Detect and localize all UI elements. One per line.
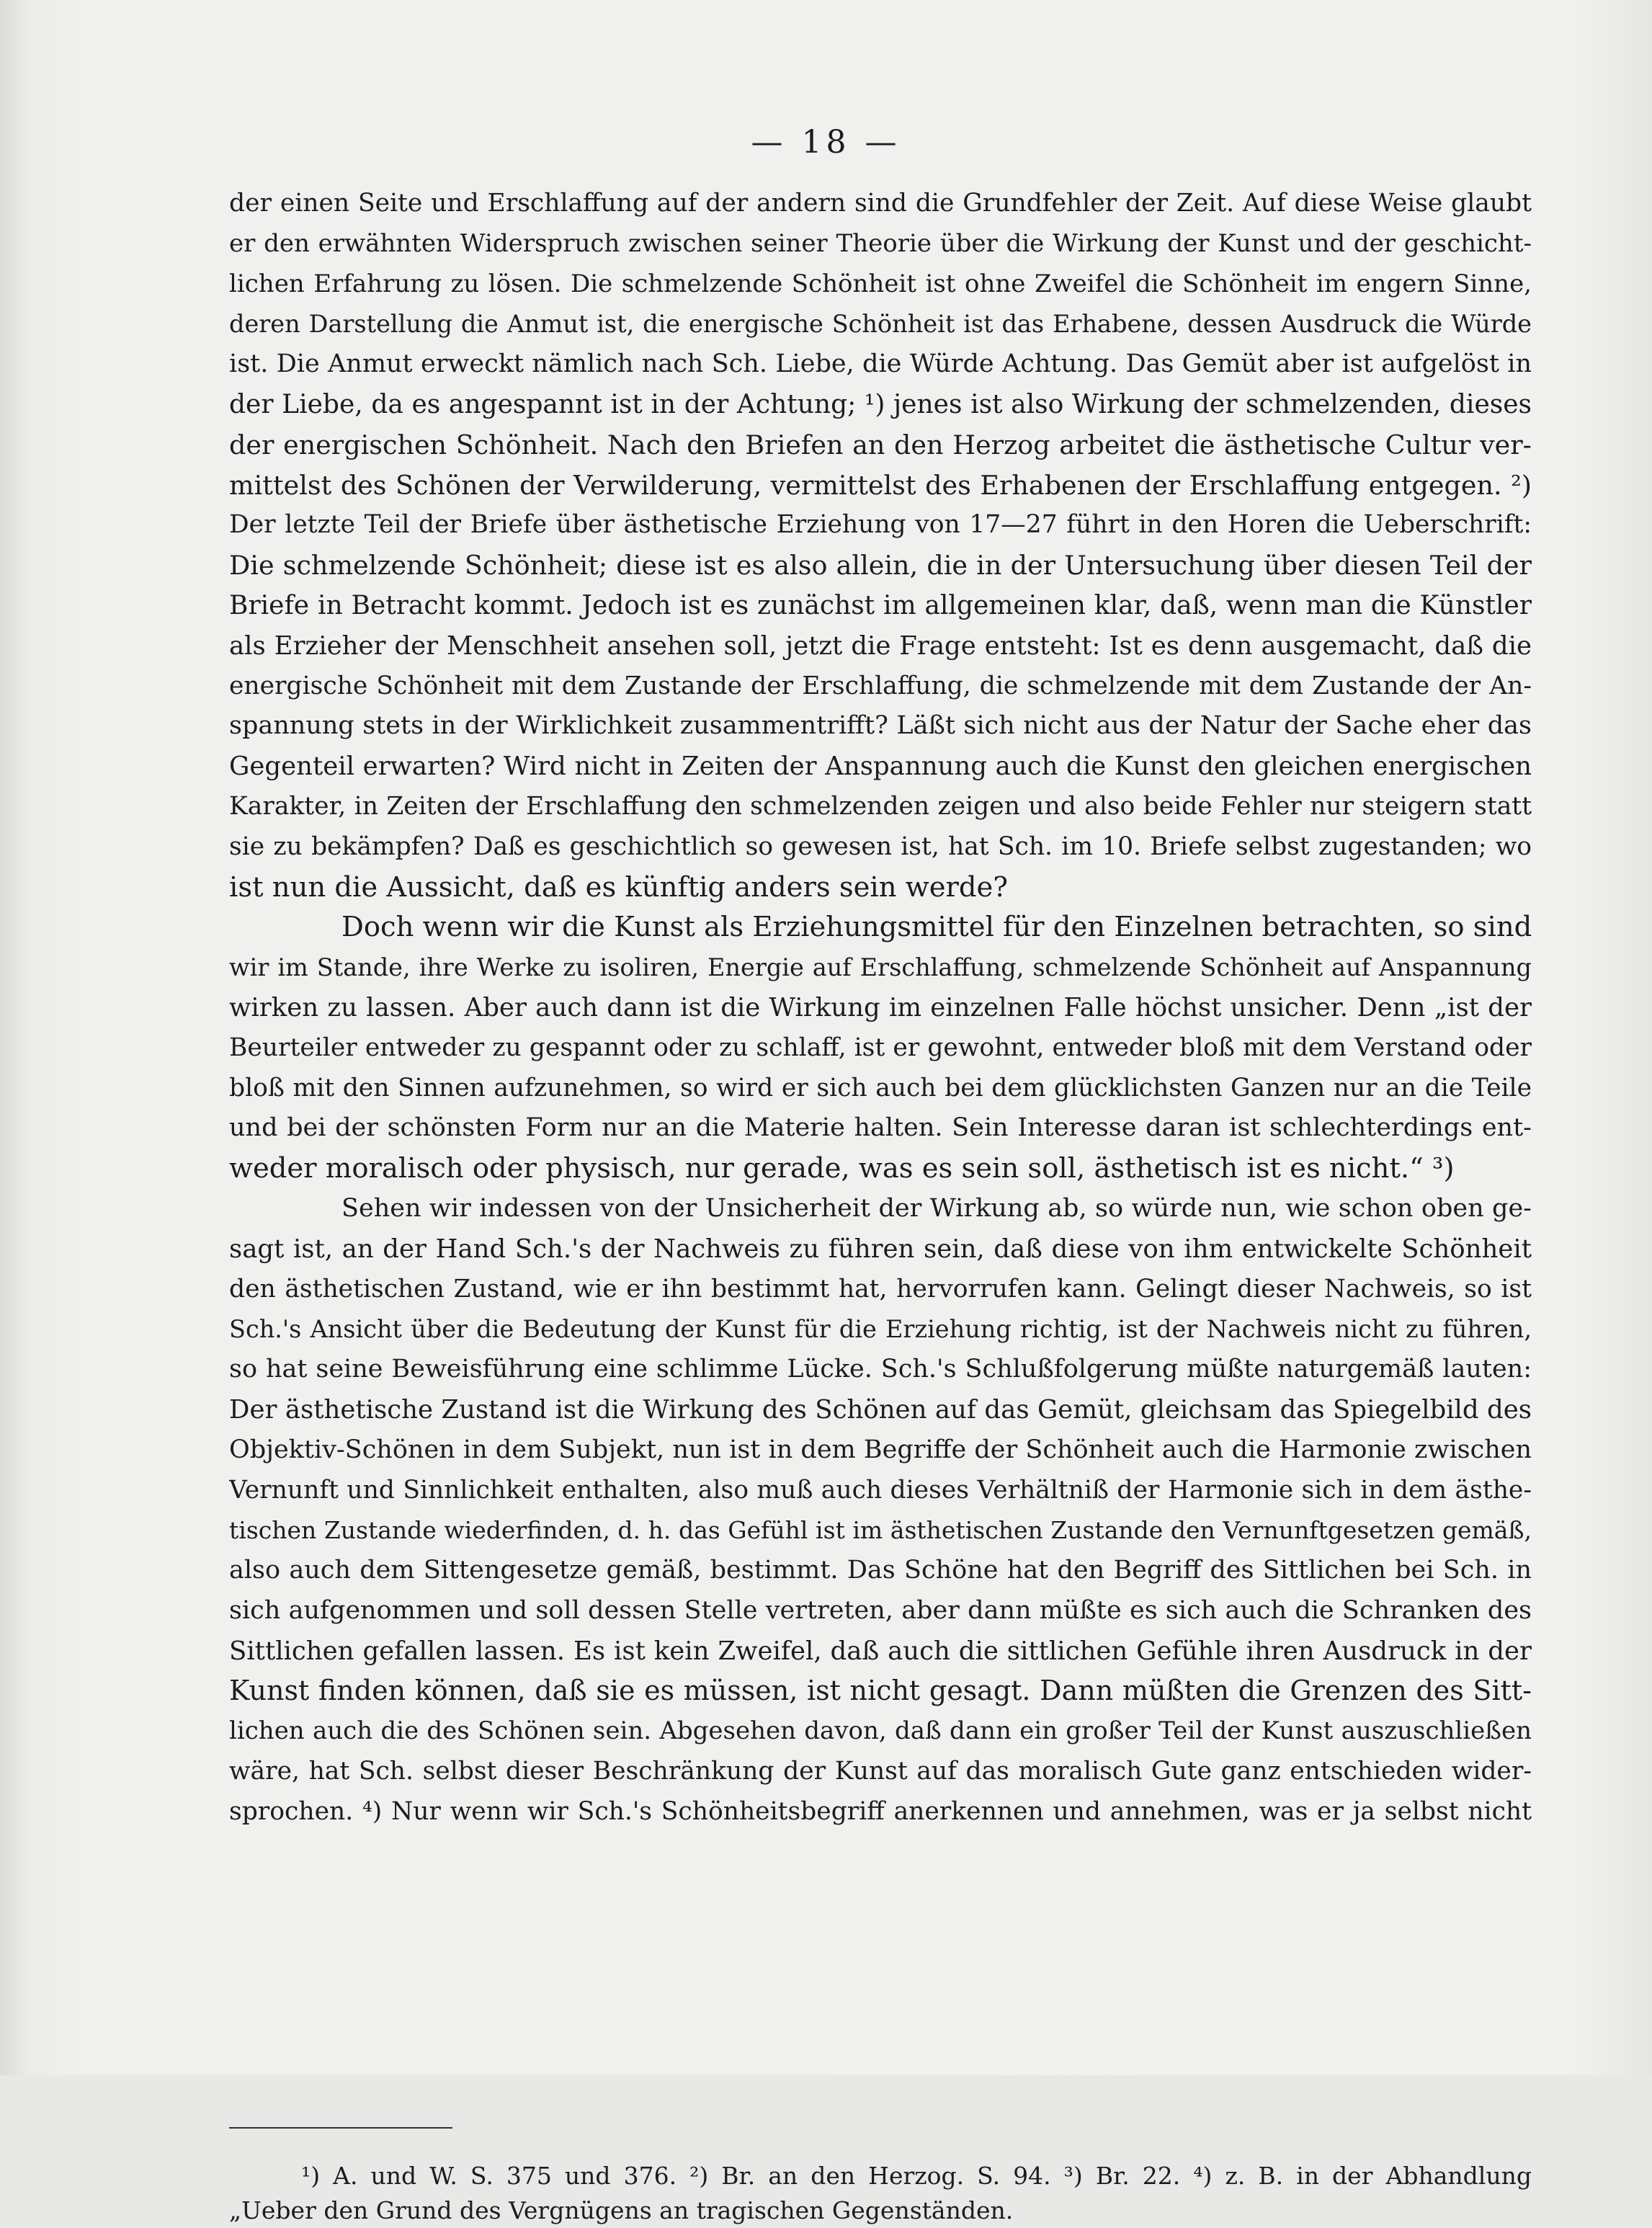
text-line: sagt ist, an der Hand Sch.'s der Nachweis zu führen sein, daß diese von ihm entwickelte Schönheit: [229, 1234, 1532, 1264]
text-line: weder moralisch oder physisch, nur gerade, was es sein soll, ästhetisch ist es nicht.“ ³): [229, 1152, 1455, 1185]
text-line: Sch.'s Ansicht über die Bedeutung der Kunst für die Erziehung richtig, ist der Nachweis nicht zu führen,: [229, 1315, 1532, 1344]
text-line: Vernunft und Sinnlichkeit enthalten, also muß auch dieses Verhältniß der Harmonie sich in dem ästhe-: [229, 1475, 1532, 1505]
text-line: mittelst des Schönen der Verwilderung, vermittelst des Erhabenen der Erschlaffung entgegen. ²): [229, 469, 1532, 501]
text-line: er den erwähnten Widerspruch zwischen seiner Theorie über die Wirkung der Kunst und der geschicht-: [229, 228, 1532, 258]
text-line: Karakter, in Zeiten der Erschlaffung den schmelzenden zeigen und also beide Fehler nur steigern statt: [229, 791, 1532, 821]
text-line: ist nun die Aussicht, daß es künftig anders sein werde?: [229, 870, 1008, 904]
text-line: also auch dem Sittengesetze gemäß, bestimmt. Das Schöne hat den Begriff des Sittlichen bei Sch. in: [229, 1556, 1532, 1585]
text-line: energische Schönheit mit dem Zustande der Erschlaffung, die schmelzende mit dem Zustande der An-: [229, 671, 1532, 700]
footnotes: [229, 2159, 1532, 2228]
text-line: Sehen wir indessen von der Unsicherheit der Wirkung ab, so würde nun, wie schon oben ge-: [341, 1193, 1532, 1223]
text-line: Der ästhetische Zustand ist die Wirkung des Schönen auf das Gemüt, gleichsam das Spiegelbild des: [229, 1394, 1532, 1425]
text-line: sprochen. ⁴) Nur wenn wir Sch.'s Schönheitsbegriff anerkennen und annehmen, was er ja selbst nicht: [229, 1796, 1532, 1826]
text-line: Sittlichen gefallen lassen. Es ist kein Zweifel, daß auch die sittlichen Gefühle ihren Ausdruck in der: [229, 1636, 1532, 1666]
text-line: tischen Zustande wiederfinden, d. h. das Gefühl ist im ästhetischen Zustande den Vernunftgesetzen gemäß,: [229, 1516, 1532, 1545]
text-line: Beurteiler entweder zu gespannt oder zu schlaff, ist er gewohnt, entweder bloß mit dem Verstand oder: [229, 1033, 1532, 1062]
text-line: wir im Stande, ihre Werke zu isoliren, Energie auf Erschlaffung, schmelzende Schönheit auf Anspannung: [229, 953, 1532, 982]
body-text: [229, 184, 1532, 1832]
text-line: als Erzieher der Menschheit ansehen soll, jetzt die Frage entsteht: Ist es denn ausgemacht, daß die: [229, 630, 1532, 661]
text-line: Doch wenn wir die Kunst als Erziehungsmittel für den Einzelnen betrachten, so sind: [341, 911, 1532, 944]
text-line: sie zu bekämpfen? Daß es geschichtlich so gewesen ist, hat Sch. im 10. Briefe selbst zugestanden; wo: [229, 832, 1532, 861]
text-line: Der letzte Teil der Briefe über ästhetische Erziehung von 17—27 führt in den Horen die Ueberschrift:: [229, 510, 1532, 540]
text-line: Die schmelzende Schönheit; diese ist es also allein, die in der Untersuchung über diesen Teil der: [229, 550, 1532, 581]
text-line: lichen Erfahrung zu lösen. Die schmelzende Schönheit ist ohne Zweifel die Schönheit im engern Sinne,: [229, 269, 1532, 298]
footnote-divider: [229, 2127, 452, 2129]
text-line: den ästhetischen Zustand, wie er ihn bestimmt hat, hervorrufen kann. Gelingt dieser Nachweis, so ist: [229, 1274, 1532, 1304]
footnote-line: ¹) A. und W. S. 375 und 376. ²) Br. an den Herzog. S. 94. ³) Br. 22. ⁴) z. B. in der Abhandlung: [301, 2162, 1532, 2190]
text-line: Objektiv-Schönen in dem Subjekt, nun ist in dem Begriffe der Schönheit auch die Harmonie zwischen: [229, 1435, 1532, 1464]
text-line: wäre, hat Sch. selbst dieser Beschränkung der Kunst auf das moralisch Gute ganz entschieden wider-: [229, 1757, 1532, 1786]
text-line: Briefe in Betracht kommt. Jedoch ist es zunächst im allgemeinen klar, daß, wenn man die Künstler: [229, 590, 1532, 620]
text-line: sich aufgenommen und soll dessen Stelle vertreten, aber dann müßte es sich auch die Schranken des: [229, 1595, 1532, 1625]
text-line: wirken zu lassen. Aber auch dann ist die Wirkung im einzelnen Falle höchst unsicher. Denn „ist der: [229, 992, 1532, 1022]
text-line: der Liebe, da es angespannt ist in der Achtung; ¹) jenes ist also Wirkung der schmelzenden, dieses: [229, 389, 1532, 419]
text-line: lichen auch die des Schönen sein. Abgesehen davon, daß dann ein großer Teil der Kunst auszuschließen: [229, 1716, 1532, 1746]
footnote-line: „Ueber den Grund des Vergnügens an tragischen Gegenständen.: [229, 2196, 1014, 2224]
text-line: spannung stets in der Wirklichkeit zusammentrifft? Läßt sich nicht aus der Natur der Sache eher das: [229, 711, 1532, 741]
text-line: und bei der schönsten Form nur an die Materie halten. Sein Interesse daran ist schlechterdings ent-: [229, 1113, 1532, 1143]
text-line: bloß mit den Sinnen aufzunehmen, so wird er sich auch bei dem glücklichsten Ganzen nur an die Teile: [229, 1073, 1532, 1102]
text-line: deren Darstellung die Anmut ist, die energische Schönheit ist das Erhabene, dessen Ausdruck die Würde: [229, 310, 1532, 339]
text-line: Kunst finden können, daß sie es müssen, ist nicht gesagt. Dann müßten die Grenzen des Sitt-: [229, 1675, 1532, 1707]
page-number: — 18 —: [751, 124, 901, 161]
text-line: der energischen Schönheit. Nach den Briefen an den Herzog arbeitet die ästhetische Cultur ver-: [229, 429, 1532, 460]
text-line: so hat seine Beweisführung eine schlimme Lücke. Sch.'s Schlußfolgerung müßte naturgemäß lauten:: [229, 1355, 1532, 1384]
text-line: Gegenteil erwarten? Wird nicht in Zeiten der Anspannung auch die Kunst den gleichen energischen: [229, 752, 1532, 782]
text-line: ist. Die Anmut erweckt nämlich nach Sch. Liebe, die Würde Achtung. Das Gemüt aber ist aufgelöst in: [229, 349, 1532, 379]
text-line: der einen Seite und Erschlaffung auf der andern sind die Grundfehler der Zeit. Auf diese Weise glaubt: [229, 189, 1532, 218]
